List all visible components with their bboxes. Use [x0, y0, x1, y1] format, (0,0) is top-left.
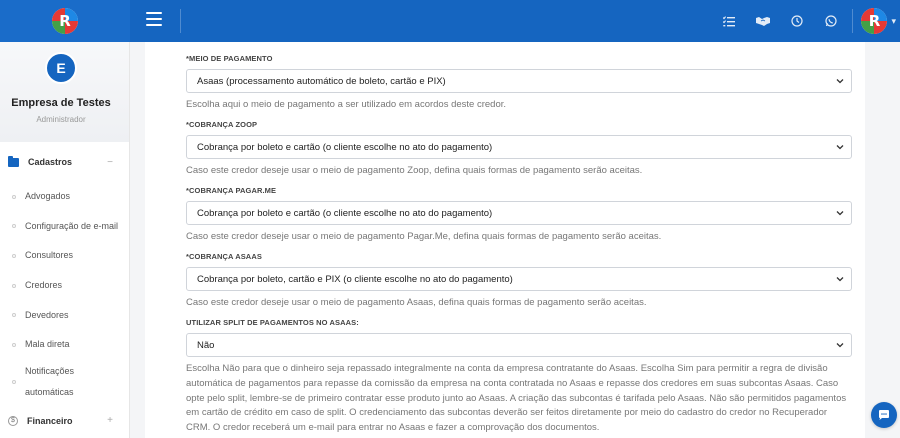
sidebar-group-financeiro[interactable] — [0, 404, 129, 438]
sidebar-item-notificacoes[interactable] — [0, 360, 129, 404]
sidebar-item-consultores[interactable] — [0, 241, 129, 271]
topbar-divider-right — [852, 9, 853, 33]
bullet-icon — [12, 224, 16, 228]
sidebar-item-label: Mala direta — [25, 339, 70, 350]
user-role: Administrador — [36, 115, 86, 124]
cobranca-zoop-select[interactable] — [186, 135, 852, 159]
field-label: *COBRANÇA PAGAR.ME — [186, 186, 277, 195]
logo-letter: R — [59, 12, 71, 30]
bullet-icon — [12, 380, 16, 384]
field-help: Escolha aqui o meio de pagamento a ser utilizado em acordos deste credor. — [186, 99, 507, 110]
sidebar-group-label: Cadastros — [28, 157, 73, 167]
avatar-letter: R — [868, 12, 881, 30]
sidebar-item-label: Consultores — [25, 250, 74, 261]
topbar-divider — [180, 9, 181, 33]
whatsapp-icon[interactable] — [814, 0, 848, 42]
field-cobranca-zoop — [186, 120, 852, 179]
field-help: Escolha Não para que o dinheiro seja repassado integralmente na conta da empresa contratante do Asaas. Escolha Sim para permitir a regra de divisão automática de pagamentos para repasse da comissão da empresa na conta contratada no Asaas e repasse dos credores em suas subcontas Asaas. Caso opte pelo split, lembre-se de primeiro contratar esse produto junto ao Asaas. A criação das subcontas é tarifada pelo Asaas. Não são permitidos pagamentos em cartão de crédito em caso de split. O credenciamento das subcontas deverão ser feitos diretamente por meio do cadastro do credor no Recuperador CRM. O credor receberá um e-mail para entrar no Asaas e fazer a comprovação dos documentos. — [186, 363, 847, 434]
select-value: Cobrança por boleto, cartão e PIX (o cliente escolhe no ato do pagamento) — [197, 273, 513, 285]
sidebar-item-label: Configuração de e-mail — [25, 220, 119, 231]
sidebar-item-devedores[interactable] — [0, 300, 129, 330]
chat-bubble-icon — [878, 409, 890, 421]
sidebar-item-configuracao-email[interactable] — [0, 212, 129, 242]
list-check-icon[interactable] — [712, 0, 746, 42]
handshake-icon[interactable] — [746, 0, 780, 42]
expand-icon[interactable]: + — [107, 415, 113, 427]
field-label: UTILIZAR SPLIT DE PAGAMENTOS NO ASAAS: — [186, 318, 359, 327]
field-help: Caso este credor deseje usar o meio de pagamento Pagar.Me, defina quais formas de pagamento serão aceitas. — [186, 231, 662, 242]
coin-icon: $ — [8, 416, 18, 426]
company-avatar[interactable]: E — [45, 52, 77, 84]
field-help: Caso este credor deseje usar o meio de pagamento Asaas, defina quais formas de pagamento serão aceitas. — [186, 297, 647, 308]
collapse-icon[interactable]: − — [107, 156, 113, 168]
user-avatar[interactable] — [861, 8, 887, 34]
bullet-icon — [12, 254, 16, 258]
bullet-icon — [12, 313, 16, 317]
bullet-icon — [12, 195, 16, 199]
bullet-icon — [12, 284, 16, 288]
field-help: Caso este credor deseje usar o meio de pagamento Zoop, defina quais formas de pagamento serão aceitas. — [186, 165, 643, 176]
chevron-down-icon — [836, 77, 844, 85]
sidebar-item-advogados[interactable] — [0, 182, 129, 212]
company-name: Empresa de Testes — [11, 97, 111, 109]
clock-icon[interactable] — [780, 0, 814, 42]
field-cobranca-asaas — [186, 252, 852, 311]
sidebar-item-label: Notificações automáticas — [25, 365, 75, 397]
sidebar-profile — [0, 42, 129, 142]
field-meio-pagamento — [186, 54, 852, 113]
topbar-icons — [712, 0, 900, 42]
chevron-down-icon — [836, 143, 844, 151]
hamburger-menu-icon[interactable] — [146, 12, 162, 26]
form-card — [145, 42, 865, 438]
sidebar — [0, 42, 130, 438]
field-split-asaas — [186, 318, 852, 436]
sidebar-item-label: Advogados — [25, 191, 71, 202]
top-navbar — [0, 0, 900, 42]
select-value: Cobrança por boleto e cartão (o cliente escolhe no ato do pagamento) — [197, 141, 493, 153]
field-label: *COBRANÇA ASAAS — [186, 252, 262, 261]
field-label: *COBRANÇA ZOOP — [186, 120, 258, 129]
chevron-down-icon[interactable]: ▾ — [891, 15, 896, 26]
chevron-down-icon — [836, 341, 844, 349]
sidebar-item-mala-direta[interactable] — [0, 330, 129, 360]
field-label: *MEIO DE PAGAMENTO — [186, 54, 273, 63]
select-value: Não — [197, 339, 215, 351]
app-logo — [52, 8, 78, 34]
field-cobranca-pagarme — [186, 186, 852, 245]
cobranca-pagarme-select[interactable] — [186, 201, 852, 225]
logo-area[interactable] — [0, 0, 130, 42]
chat-button[interactable] — [871, 402, 897, 428]
meio-pagamento-select[interactable] — [186, 69, 852, 93]
sidebar-group-cadastros[interactable] — [0, 142, 129, 182]
chevron-down-icon — [836, 275, 844, 283]
sidebar-item-label: Devedores — [25, 309, 69, 320]
cobranca-asaas-select[interactable] — [186, 267, 852, 291]
select-value: Cobrança por boleto e cartão (o cliente escolhe no ato do pagamento) — [197, 207, 493, 219]
bullet-icon — [12, 343, 16, 347]
folder-icon — [8, 158, 19, 167]
split-asaas-select[interactable] — [186, 333, 852, 357]
select-value: Asaas (processamento automático de boleto, cartão e PIX) — [197, 75, 446, 87]
chevron-down-icon — [836, 209, 844, 217]
sidebar-item-label: Credores — [25, 280, 63, 291]
sidebar-group-label: Financeiro — [27, 415, 73, 426]
sidebar-item-credores[interactable] — [0, 271, 129, 301]
